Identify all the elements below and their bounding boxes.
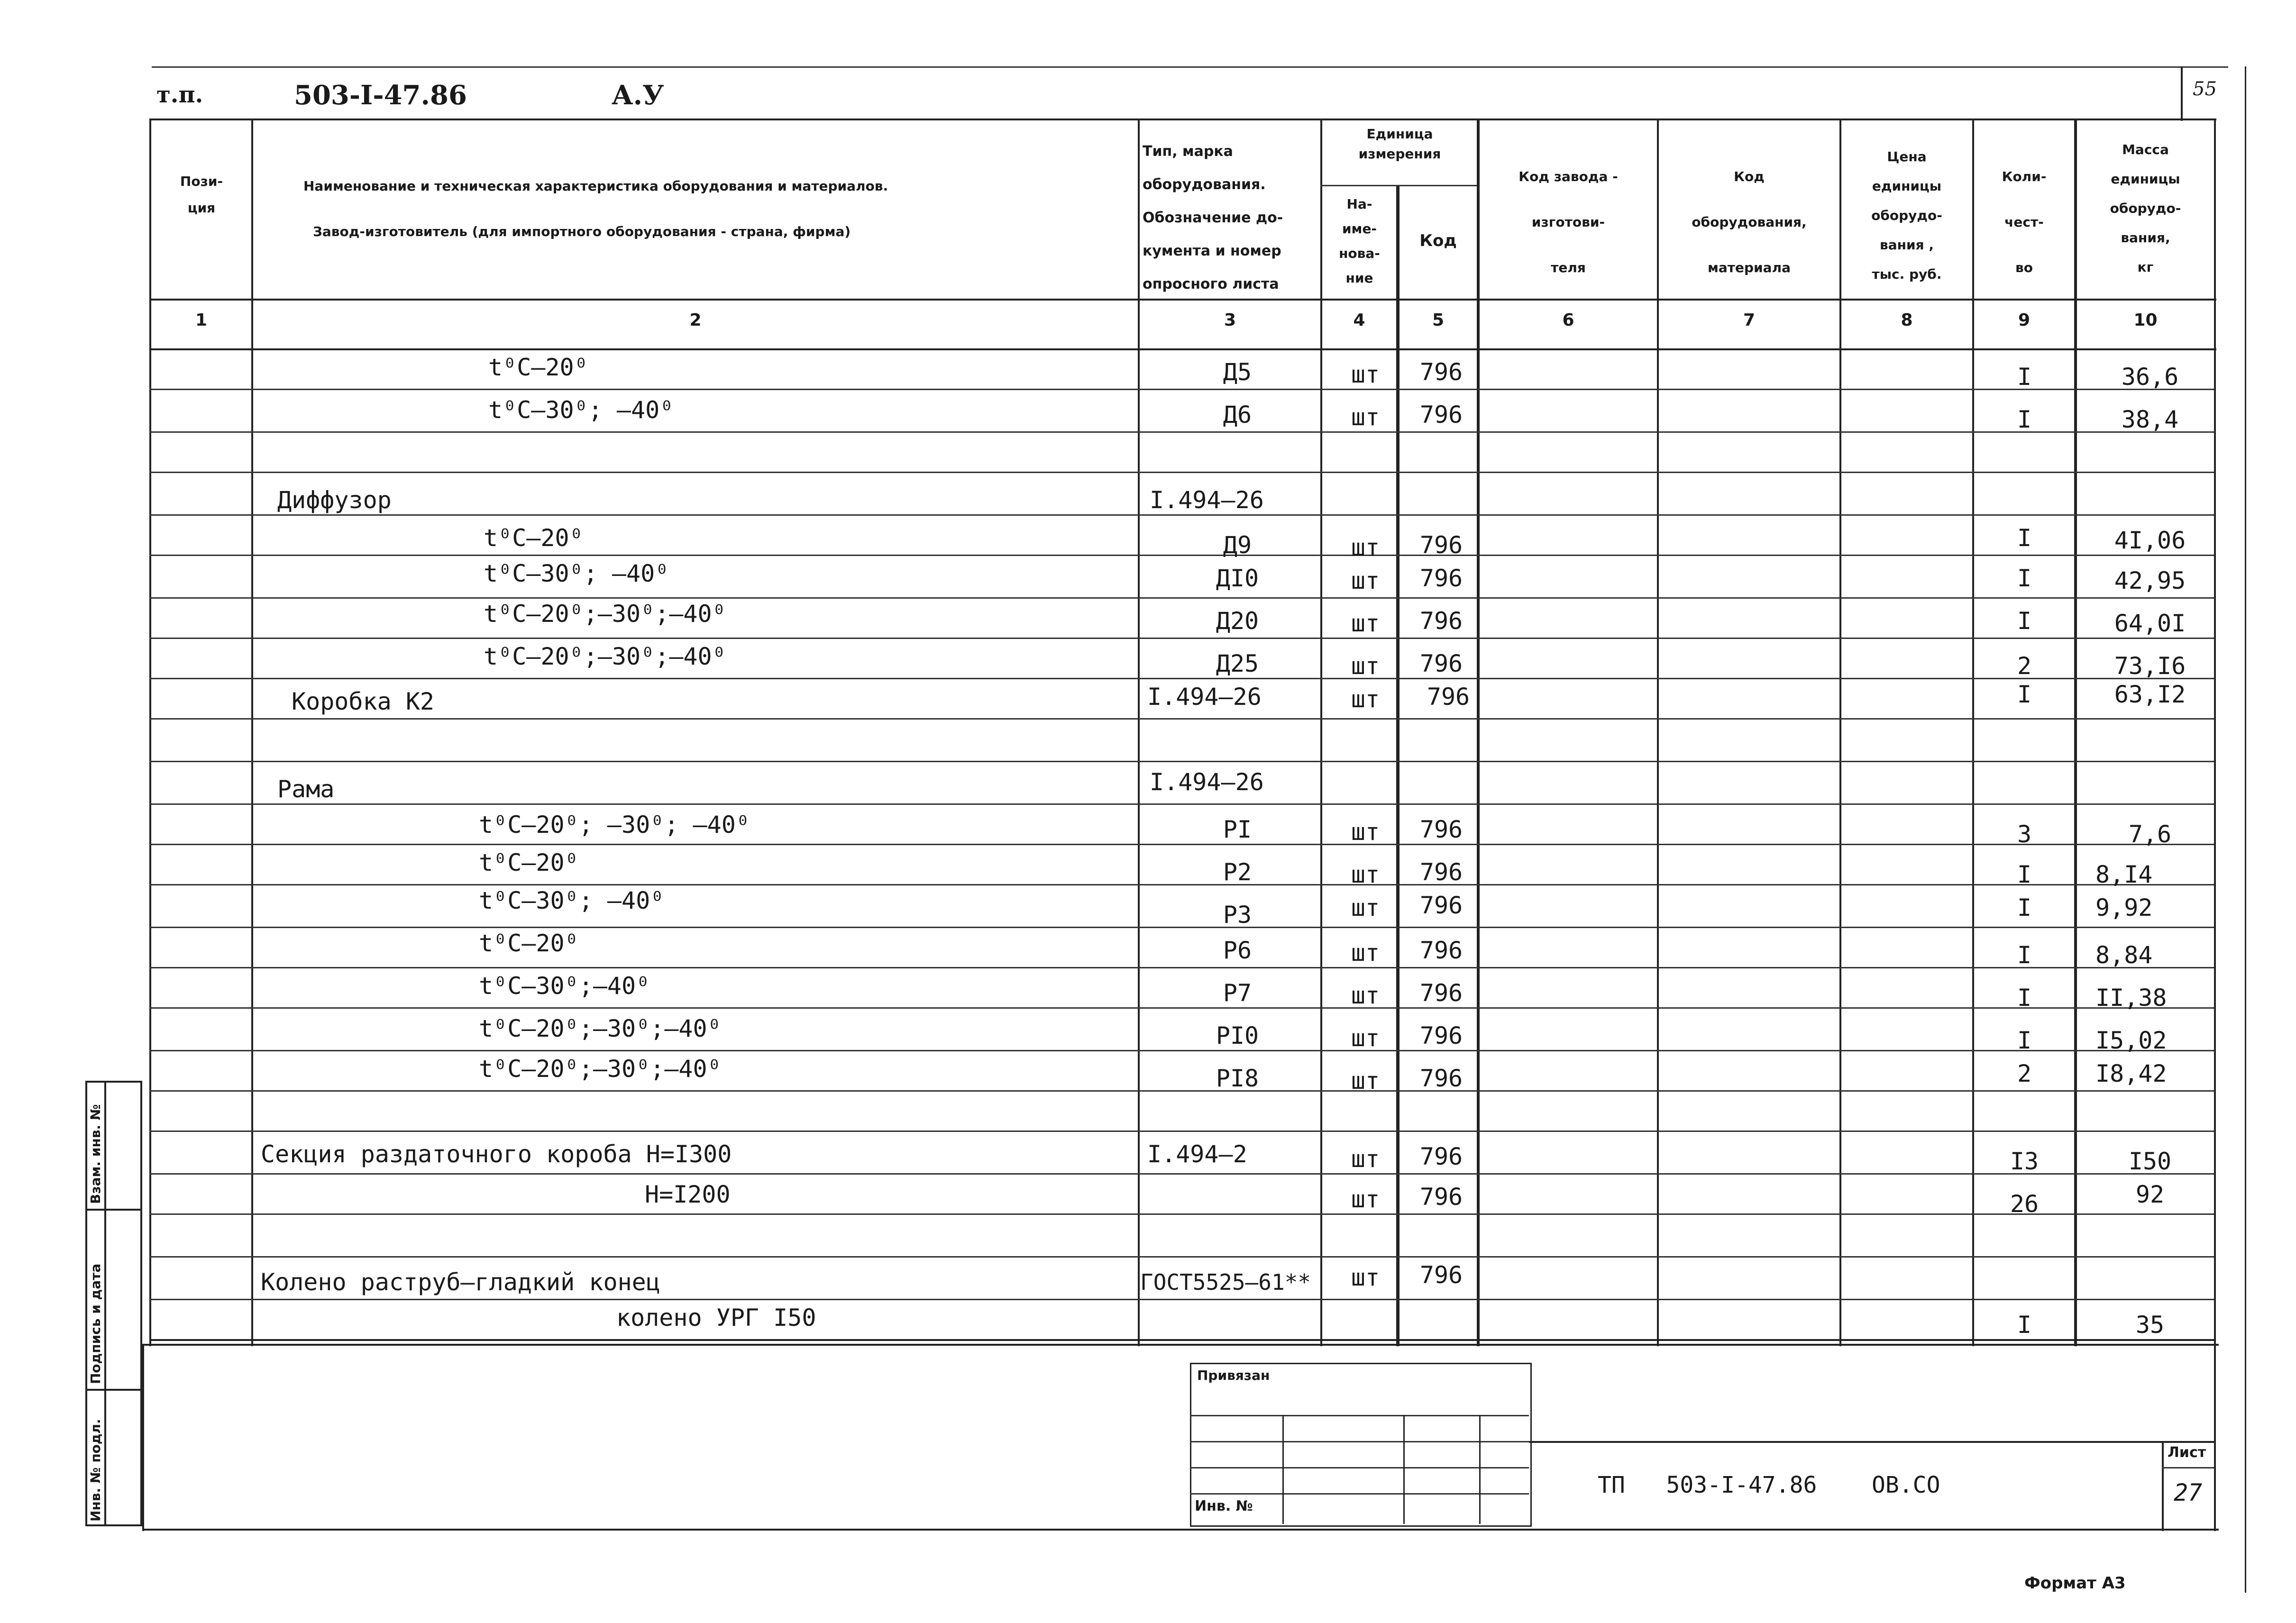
row-qty: 26 (2010, 1190, 2039, 1218)
row-unit: шт (1351, 534, 1380, 561)
row-unit: шт (1351, 1185, 1380, 1213)
side-label-inv-original: Инв. № подл. (88, 1419, 103, 1522)
row-code: 796 (1419, 1261, 1463, 1289)
header-name: Наименование и техническая характеристика оборудования и материалов. Завод-изготовитель (для импортного оборудования - страна, фирма) (303, 178, 888, 239)
row-name: Секция раздаточного короба H=I300 (261, 1140, 732, 1168)
row-name: t⁰C–20⁰ (484, 524, 584, 552)
row-mass: 42,95 (2114, 567, 2186, 594)
row-code: 796 (1419, 565, 1463, 592)
row-code: 796 (1419, 358, 1463, 386)
row-mass: 7,6 (2128, 821, 2172, 848)
row-type: P2 (1223, 858, 1252, 886)
row-type: PI8 (1216, 1065, 1259, 1092)
project-number: 503-I-47.86 (294, 80, 467, 111)
row-code: 796 (1419, 1065, 1463, 1092)
row-qty: I (2017, 894, 2032, 921)
side-label-replace-inv: Взам. инв. № (88, 1104, 103, 1204)
row-unit: шт (1351, 652, 1380, 680)
header-equip-code: Код оборудования, материала (1692, 169, 1807, 275)
col-number-2: 2 (689, 310, 702, 330)
row-name: t⁰C–30⁰;–40⁰ (479, 972, 650, 1000)
inv-number-label: Инв. № (1195, 1498, 1253, 1514)
row-name: t⁰C–30⁰; –40⁰ (484, 560, 669, 587)
row-qty: I (2017, 406, 2032, 433)
row-mass: 73,I6 (2114, 652, 2186, 680)
row-code: 796 (1427, 683, 1470, 711)
row-type: Д6 (1223, 401, 1252, 429)
page-mark: 55 (2193, 78, 2217, 100)
col-number-4: 4 (1353, 310, 1365, 330)
row-mass: 8,84 (2095, 941, 2153, 969)
row-type: I.494–26 (1150, 486, 1264, 514)
row-name: колено УРГ I50 (616, 1304, 816, 1331)
row-code: 796 (1419, 1143, 1463, 1170)
row-type: I.494–26 (1147, 683, 1262, 711)
row-unit: шт (1351, 939, 1380, 967)
row-unit: шт (1351, 685, 1380, 713)
header-unit-group: Единица измерения (1358, 126, 1441, 162)
row-qty: I (2017, 1311, 2032, 1339)
row-qty: I (2017, 363, 2032, 391)
row-mass: I8,42 (2095, 1060, 2167, 1087)
row-name: t⁰C–20⁰; –30⁰; –40⁰ (479, 811, 750, 839)
row-type: ГОСТ5525–61** (1140, 1269, 1311, 1295)
row-qty: I (2017, 1027, 2032, 1054)
row-unit: шт (1351, 567, 1380, 594)
row-name: Колено раструб–гладкий конец (261, 1268, 660, 1296)
row-qty: I (2017, 984, 2032, 1012)
row-code: 796 (1419, 858, 1463, 886)
row-mass: II,38 (2095, 984, 2167, 1012)
row-name: Диффузор (277, 486, 392, 514)
col-number-5: 5 (1432, 310, 1445, 330)
form-prefix: т.п. (156, 82, 203, 108)
header-qty: Коли- чест- во (2002, 169, 2047, 275)
sheet-label: Лист (2168, 1444, 2206, 1461)
row-qty: I (2017, 565, 2032, 592)
row-code: 796 (1419, 1022, 1463, 1049)
format-label: Формат А3 (2024, 1574, 2126, 1593)
row-unit: шт (1351, 1067, 1380, 1094)
row-mass: I5,02 (2095, 1027, 2167, 1054)
side-label-signature-date: Подпись и дата (88, 1263, 103, 1384)
row-code: 796 (1419, 531, 1463, 559)
row-type: P3 (1223, 901, 1252, 929)
row-mass: 92 (2135, 1181, 2165, 1208)
album-mark: А.У (612, 80, 664, 111)
row-unit: шт (1351, 610, 1380, 637)
row-name: Рама (277, 775, 335, 803)
row-unit: шт (1351, 894, 1380, 921)
row-qty: 2 (2017, 1060, 2032, 1087)
row-qty: 2 (2017, 652, 2032, 680)
row-unit: шт (1351, 361, 1380, 388)
row-name: t⁰C–20⁰;–30⁰;–40⁰ (479, 1055, 722, 1083)
row-name: t⁰C–20⁰ (479, 930, 579, 957)
row-type: Д9 (1223, 531, 1252, 559)
row-code: 796 (1419, 937, 1463, 964)
row-unit: шт (1351, 982, 1380, 1009)
row-unit: шт (1351, 403, 1380, 431)
row-unit: шт (1351, 1024, 1380, 1052)
row-type: PI0 (1216, 1022, 1259, 1049)
row-qty: I (2017, 861, 2032, 888)
row-code: 796 (1419, 892, 1463, 919)
col-number-7: 7 (1743, 310, 1756, 330)
row-name: Коробка К2 (292, 688, 435, 715)
col-number-10: 10 (2133, 310, 2158, 330)
bound-label: Привязан (1197, 1368, 1270, 1383)
row-mass: 9,92 (2095, 894, 2153, 921)
row-name: t⁰C–30⁰; –40⁰ (488, 396, 674, 424)
row-code: 796 (1419, 816, 1463, 843)
col-number-3: 3 (1224, 310, 1236, 330)
row-unit: шт (1351, 861, 1380, 888)
header-maker-code: Код завода - изготови- теля (1518, 169, 1618, 275)
row-name: t⁰C–20⁰;–30⁰;–40⁰ (479, 1015, 722, 1042)
row-qty: 3 (2017, 821, 2032, 848)
row-type: P7 (1223, 979, 1252, 1007)
row-type: I.494–2 (1147, 1140, 1247, 1168)
row-qty: I (2017, 524, 2032, 552)
row-type: P6 (1223, 937, 1252, 964)
row-unit: шт (1351, 818, 1380, 846)
row-code: 796 (1419, 607, 1463, 635)
row-code: 796 (1419, 979, 1463, 1007)
col-number-9: 9 (2018, 310, 2031, 330)
row-mass: 63,I2 (2114, 681, 2186, 708)
sheet-number: 27 (2174, 1479, 2203, 1506)
header-position: Пози- ция (180, 173, 223, 216)
row-mass: 35 (2135, 1311, 2165, 1339)
row-name: t⁰C–20⁰;–30⁰;–40⁰ (484, 600, 726, 628)
row-name: t⁰C–20⁰ (488, 354, 588, 381)
row-name: H=I200 (645, 1181, 731, 1208)
row-unit: шт (1351, 1264, 1380, 1291)
row-unit: шт (1351, 1145, 1380, 1173)
row-type: Д20 (1216, 607, 1259, 635)
row-code: 796 (1419, 1183, 1463, 1211)
row-qty: I (2017, 681, 2032, 708)
header-price: Цена единицы оборудо- вания , тыс. руб. (1871, 149, 1942, 282)
row-type: Д5 (1223, 358, 1252, 386)
row-qty: I (2017, 607, 2032, 635)
col-number-8: 8 (1901, 310, 1913, 330)
col-number-6: 6 (1562, 310, 1574, 330)
row-mass: I50 (2128, 1148, 2172, 1175)
row-code: 796 (1419, 401, 1463, 429)
row-mass: 38,4 (2121, 406, 2179, 433)
row-mass: 36,6 (2121, 363, 2179, 391)
row-type: Д25 (1216, 650, 1259, 677)
row-name: t⁰C–20⁰ (479, 849, 579, 876)
col-number-1: 1 (195, 310, 208, 330)
header-unit-name: На- имe- нова- ние (1339, 196, 1380, 286)
row-type: I.494–26 (1150, 768, 1264, 796)
header-type: Тип, марка оборудования. Обозначение до- кумента и номер опросного листа (1143, 143, 1283, 292)
row-qty: I3 (2010, 1148, 2039, 1175)
row-mass: 8,I4 (2095, 861, 2153, 888)
row-type: PI (1223, 816, 1252, 843)
header-unit-code: Код (1419, 231, 1457, 250)
row-name: t⁰C–20⁰;–30⁰;–40⁰ (484, 643, 726, 670)
row-mass: 64,0I (2114, 610, 2186, 637)
row-qty: I (2017, 941, 2032, 969)
row-type: ДI0 (1216, 565, 1259, 592)
row-code: 796 (1419, 650, 1463, 677)
header-mass: Масса единицы оборудо- вания, кг (2110, 142, 2181, 275)
document-code: ТП 503-I-47.86 ОВ.СО (1598, 1472, 1940, 1498)
row-mass: 4I,06 (2114, 527, 2186, 554)
row-name: t⁰C–30⁰; –40⁰ (479, 887, 665, 914)
